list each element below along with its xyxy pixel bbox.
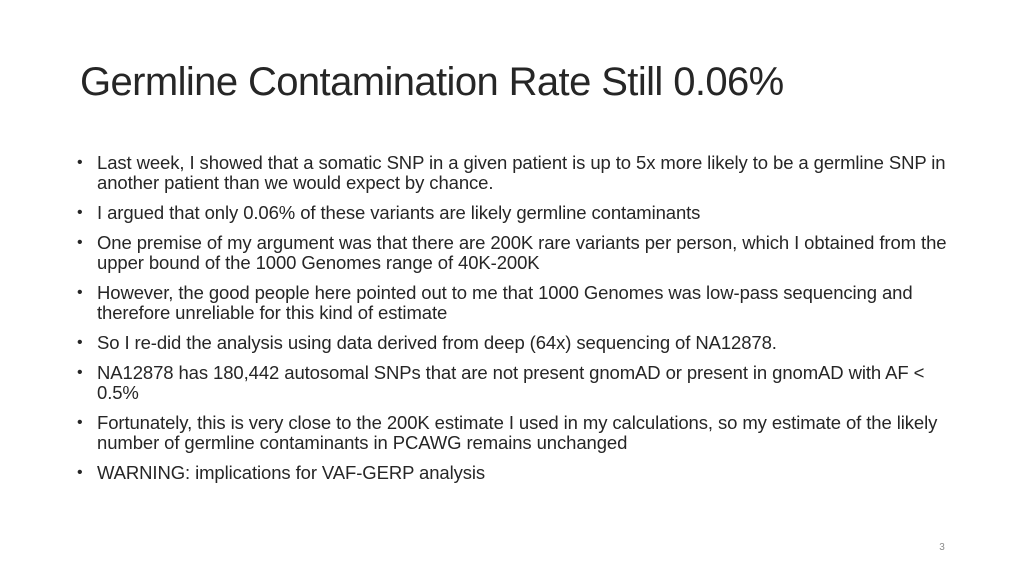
bullet-item bbox=[77, 283, 957, 323]
bullet-item bbox=[77, 413, 957, 453]
bullet-item bbox=[77, 333, 957, 353]
bullet-text: NA12878 has 180,442 autosomal SNPs that are not present gnomAD or present in gnomAD with AF < 0.5% bbox=[97, 362, 925, 403]
page-number: 3 bbox=[939, 542, 945, 553]
bullet-list bbox=[77, 153, 957, 493]
bullet-item bbox=[77, 153, 957, 193]
bullet-marker: • bbox=[77, 204, 83, 221]
bullet-marker: • bbox=[77, 234, 83, 251]
bullet-marker: • bbox=[77, 464, 83, 481]
bullet-text: So I re-did the analysis using data derived from deep (64x) sequencing of NA12878. bbox=[97, 332, 777, 353]
bullet-marker: • bbox=[77, 154, 83, 171]
bullet-marker: • bbox=[77, 334, 83, 351]
bullet-item bbox=[77, 463, 957, 483]
bullet-text: Fortunately, this is very close to the 200K estimate I used in my calculations, so my estimate of the likely number of germline contaminants in PCAWG remains unchanged bbox=[97, 412, 938, 453]
bullet-text: Last week, I showed that a somatic SNP in a given patient is up to 5x more likely to be a germline SNP in another patient than we would expect by chance. bbox=[97, 152, 946, 193]
bullet-item bbox=[77, 203, 957, 223]
bullet-text: One premise of my argument was that there are 200K rare variants per person, which I obtained from the upper bound of the 1000 Genomes range of 40K-200K bbox=[97, 232, 947, 273]
bullet-marker: • bbox=[77, 414, 83, 431]
bullet-item bbox=[77, 363, 957, 403]
bullet-text: However, the good people here pointed out to me that 1000 Genomes was low-pass sequencing and therefore unreliable for this kind of estimate bbox=[97, 282, 913, 323]
slide-title: Germline Contamination Rate Still 0.06% bbox=[80, 60, 784, 104]
bullet-item bbox=[77, 233, 957, 273]
bullet-text: I argued that only 0.06% of these variants are likely germline contaminants bbox=[97, 202, 701, 223]
bullet-marker: • bbox=[77, 284, 83, 301]
bullet-marker: • bbox=[77, 364, 83, 381]
bullet-text: WARNING: implications for VAF-GERP analysis bbox=[97, 462, 486, 483]
